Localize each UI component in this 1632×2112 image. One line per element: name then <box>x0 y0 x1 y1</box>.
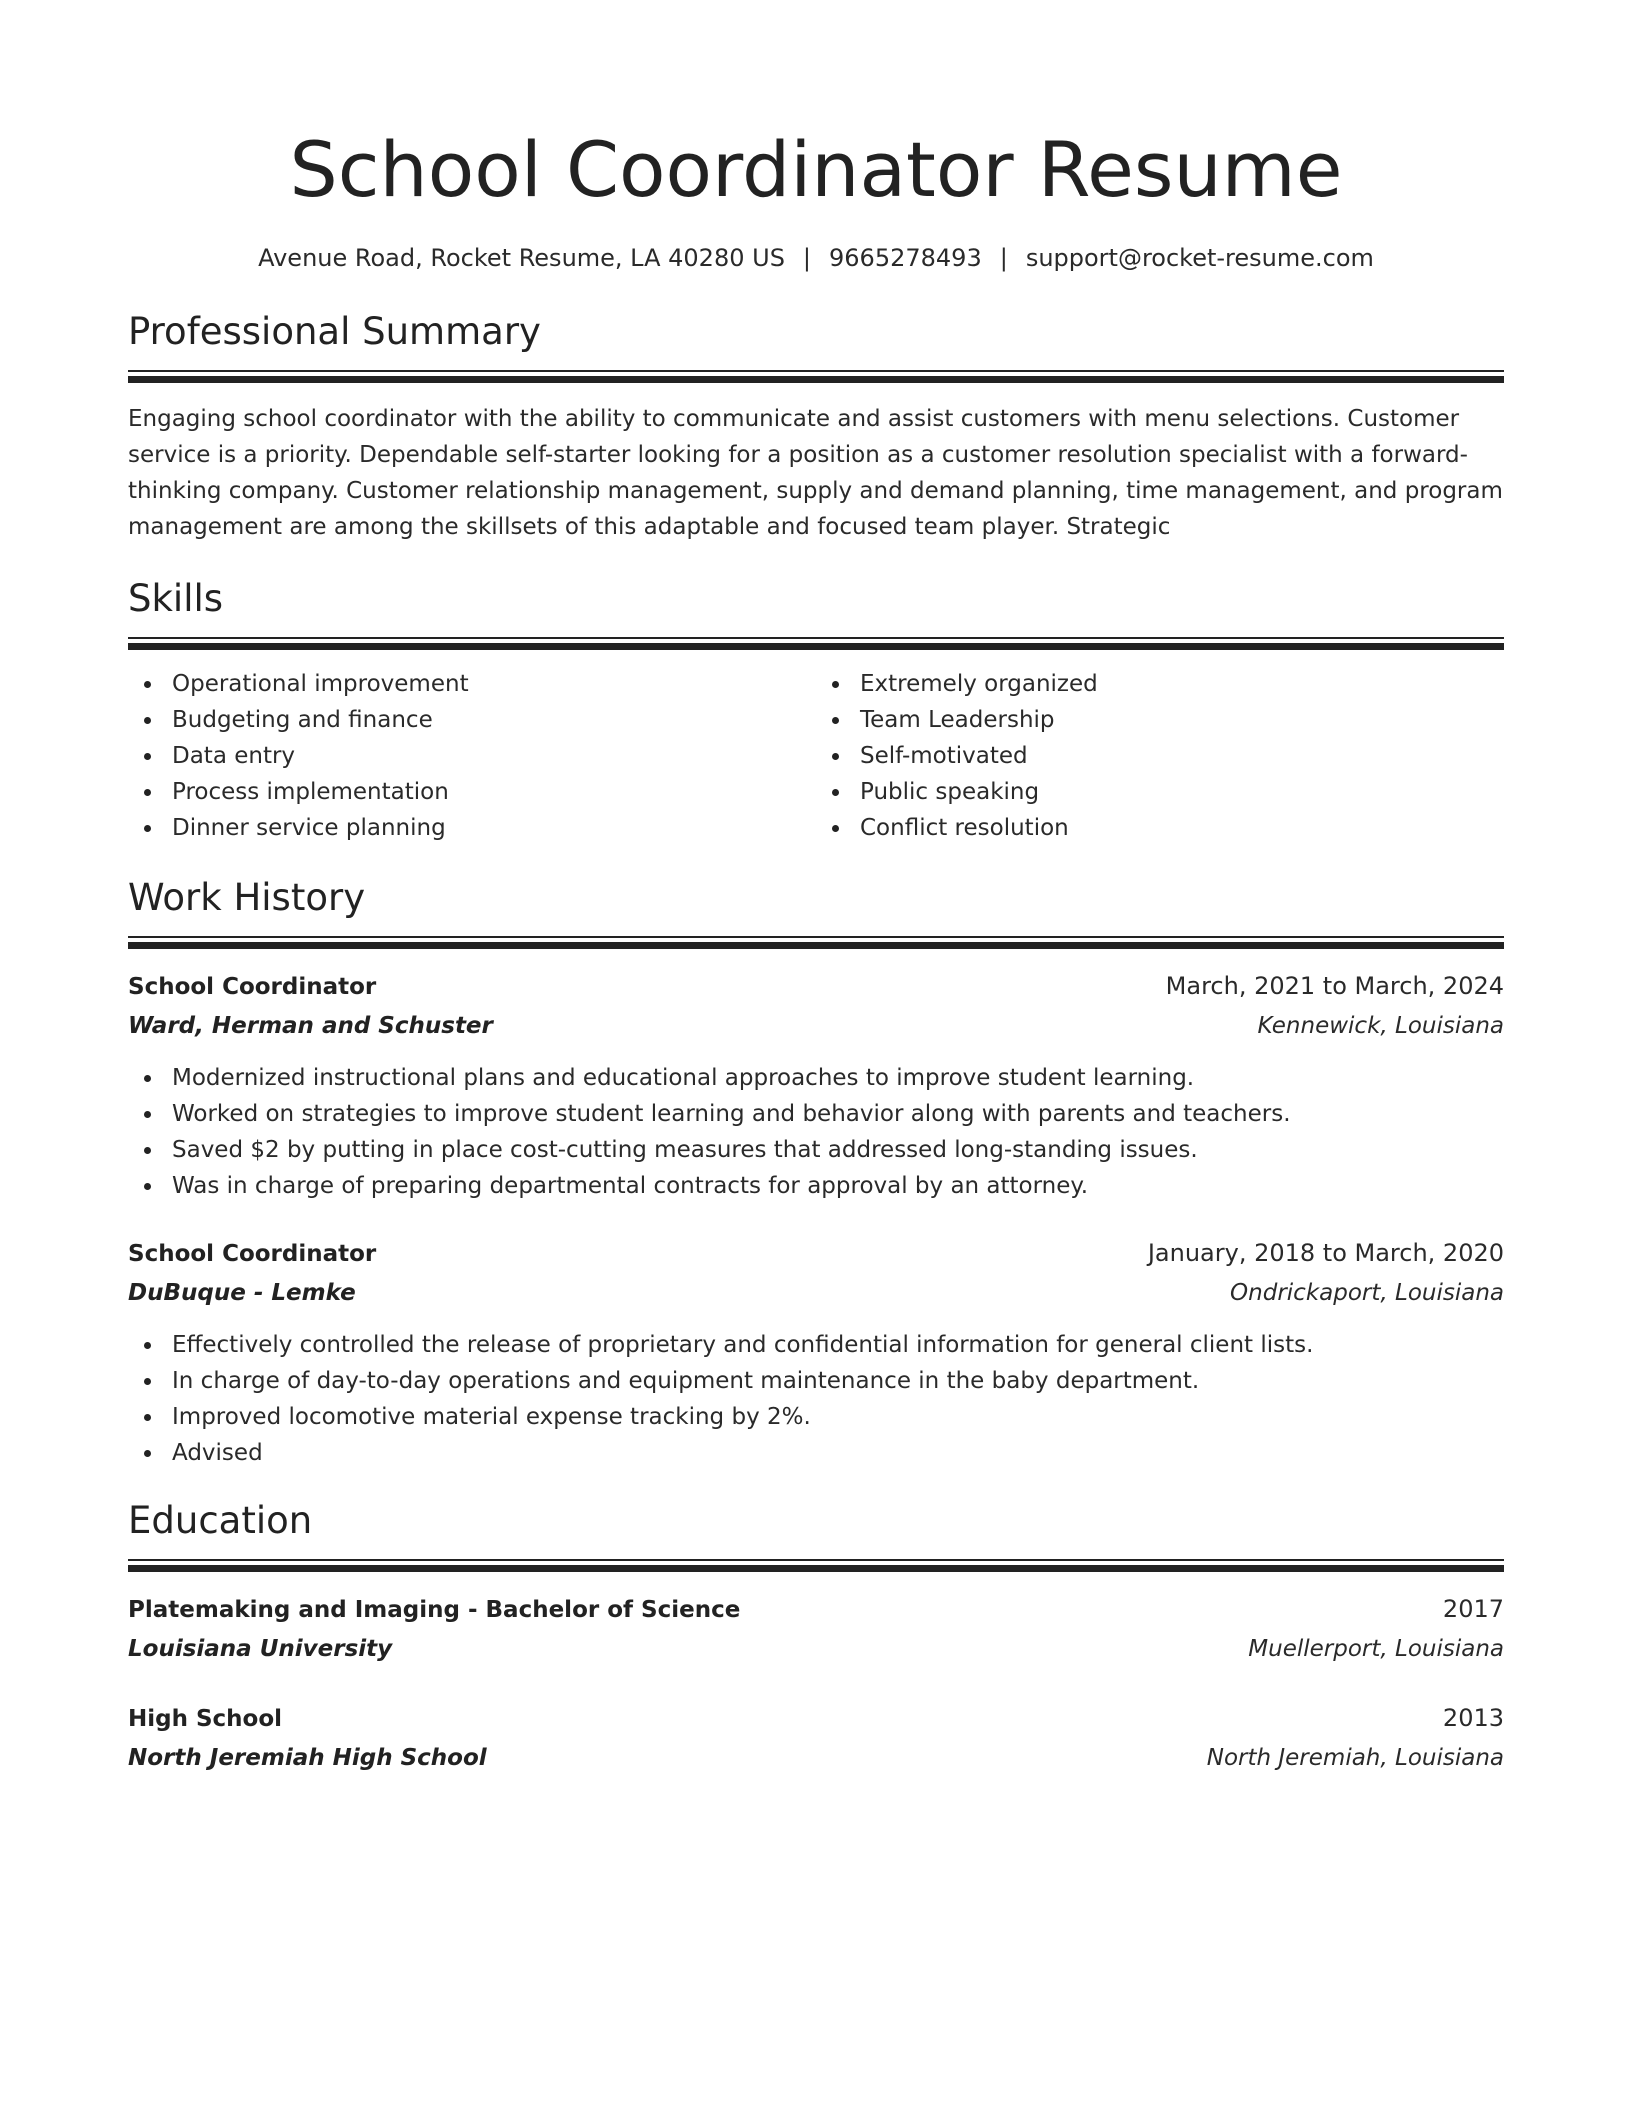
duty-item: In charge of day-to-day operations and equipment maintenance in the baby department. <box>172 1363 1504 1399</box>
resume-title: School Coordinator Resume <box>289 125 1343 214</box>
duty-item: Modernized instructional plans and educational approaches to improve student learning. <box>172 1060 1504 1096</box>
section-divider <box>128 1559 1504 1572</box>
contact-phone: 9665278493 <box>829 244 982 272</box>
skill-item: Operational improvement <box>172 666 816 702</box>
duty-item: Worked on strategies to improve student learning and behavior along with parents and teachers. <box>172 1096 1504 1132</box>
section-divider <box>128 370 1504 383</box>
education-header-row <box>128 1699 1504 1738</box>
job-title: School Coordinator <box>128 974 377 1000</box>
education-school: Louisiana University <box>128 1636 393 1662</box>
skill-item: Budgeting and finance <box>172 702 816 738</box>
section-divider <box>128 637 1504 650</box>
job-location: Kennewick, Louisiana <box>1257 1013 1504 1039</box>
skills-section <box>128 575 1504 846</box>
summary-heading: Professional Summary <box>128 310 541 353</box>
skill-item: Conflict resolution <box>860 810 1504 846</box>
contact-address: Avenue Road, Rocket Resume, LA 40280 US <box>258 244 785 272</box>
job-entry <box>128 1234 1504 1471</box>
education-year: 2017 <box>1442 1595 1504 1623</box>
duty-item: Advised <box>172 1435 1504 1471</box>
education-location: Muellerport, Louisiana <box>1248 1636 1504 1662</box>
work-history-heading: Work History <box>128 876 366 919</box>
resume-page <box>128 0 1504 1778</box>
job-duties <box>128 1060 1504 1204</box>
contact-separator: | <box>802 244 812 272</box>
education-school: North Jeremiah High School <box>128 1745 487 1771</box>
education-school-row <box>128 1629 1504 1669</box>
skill-item: Public speaking <box>860 774 1504 810</box>
job-dates: March, 2021 to March, 2024 <box>1165 972 1504 1000</box>
contact-email: support@rocket-resume.com <box>1025 244 1374 272</box>
skills-list-left <box>128 666 816 846</box>
skills-heading: Skills <box>128 577 224 620</box>
summary-section <box>128 308 1504 545</box>
skill-item: Self-motivated <box>860 738 1504 774</box>
section-divider <box>128 936 1504 949</box>
job-company-row <box>128 1006 1504 1046</box>
skill-item: Extremely organized <box>860 666 1504 702</box>
job-entry <box>128 967 1504 1204</box>
job-location: Ondrickaport, Louisiana <box>1230 1280 1504 1306</box>
job-company: DuBuque - Lemke <box>128 1280 356 1306</box>
duty-item: Improved locomotive material expense tracking by 2%. <box>172 1399 1504 1435</box>
education-school-row <box>128 1738 1504 1778</box>
contact-line <box>128 242 1504 274</box>
duty-item: Saved $2 by putting in place cost-cutting measures that addressed long-standing issues. <box>172 1132 1504 1168</box>
job-header-row <box>128 1234 1504 1273</box>
skill-item: Data entry <box>172 738 816 774</box>
skills-list-right <box>816 666 1504 846</box>
education-header-row <box>128 1590 1504 1629</box>
summary-text: Engaging school coordinator with the ability to communicate and assist customers with menu selections. Customer service is a priority. Dependable self-starter looking for a position as a customer resolution specialist with a forward-thinking company. Customer relationship management, supply and demand planning, time management, and program management are among the skillsets of this adaptable and focused team player. Strategic <box>128 406 1503 540</box>
education-entry <box>128 1590 1504 1669</box>
job-title: School Coordinator <box>128 1241 377 1267</box>
education-degree: High School <box>128 1706 283 1732</box>
skill-item: Team Leadership <box>860 702 1504 738</box>
job-company-row <box>128 1273 1504 1313</box>
job-duties <box>128 1327 1504 1471</box>
work-history-section <box>128 874 1504 1471</box>
duty-item: Was in charge of preparing departmental contracts for approval by an attorney. <box>172 1168 1504 1204</box>
education-heading: Education <box>128 1499 313 1542</box>
skill-item: Process implementation <box>172 774 816 810</box>
skill-item: Dinner service planning <box>172 810 816 846</box>
education-section <box>128 1497 1504 1778</box>
job-header-row <box>128 967 1504 1006</box>
job-dates: January, 2018 to March, 2020 <box>1147 1239 1504 1267</box>
contact-separator: | <box>999 244 1008 272</box>
education-location: North Jeremiah, Louisiana <box>1206 1745 1504 1771</box>
education-degree: Platemaking and Imaging - Bachelor of Science <box>128 1597 741 1623</box>
job-company: Ward, Herman and Schuster <box>128 1013 493 1039</box>
duty-item: Effectively controlled the release of proprietary and confidential information for general client lists. <box>172 1327 1504 1363</box>
skills-columns <box>128 666 1504 846</box>
education-entry <box>128 1699 1504 1778</box>
education-year: 2013 <box>1442 1704 1504 1732</box>
